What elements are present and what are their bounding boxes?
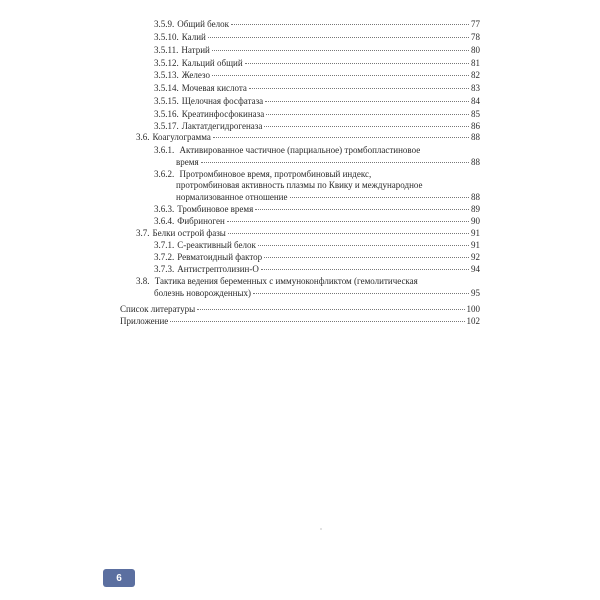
toc-entry-title: время <box>176 157 199 167</box>
toc-entry-title: болезнь новорожденных) <box>154 288 252 298</box>
toc-entry <box>154 45 480 55</box>
toc-entry-number: 3.8. <box>136 276 150 286</box>
toc-entry-number: 3.6.3. <box>154 204 175 214</box>
leader-dots <box>212 75 469 76</box>
toc-entry-number: 3.5.9. <box>154 19 175 29</box>
toc-section <box>136 132 480 142</box>
toc-entry <box>154 288 480 298</box>
toc-entry <box>176 192 480 202</box>
toc-entry-number: 3.6.2. <box>154 169 175 179</box>
leader-dots <box>245 63 469 64</box>
toc-entry-title: Натрий <box>181 45 210 55</box>
toc-entry-title: Креатинфосфокиназа <box>181 109 265 119</box>
toc-entry-title: Активированное частичное (парциальное) тромбопластиновое <box>179 145 421 155</box>
toc-entry-page: 77 <box>471 19 480 29</box>
toc-entry-page: 86 <box>471 121 480 131</box>
toc-entry-page: 89 <box>471 204 480 214</box>
toc-entry-title: протромбиновая активность плазмы по Квику и международное <box>176 180 423 190</box>
toc-entry <box>154 58 480 68</box>
leader-dots <box>227 221 469 222</box>
toc-entry-number: 3.5.15. <box>154 96 179 106</box>
toc-entry-page: 85 <box>471 109 480 119</box>
page-number: 6 <box>116 572 122 584</box>
toc-entry-number: 3.6.4. <box>154 216 175 226</box>
leader-dots <box>249 88 469 89</box>
toc-entry <box>154 204 480 214</box>
toc-entry-title: нормализованное отношение <box>176 192 288 202</box>
toc-entry-number: 3.6.1. <box>154 145 175 155</box>
toc-entry-title: С-реактивный белок <box>177 240 256 250</box>
toc-entry-number: 3.6. <box>136 132 150 142</box>
toc-section <box>136 228 480 238</box>
leader-dots <box>170 321 464 322</box>
toc-top-entry <box>120 304 480 314</box>
toc-entry <box>154 32 480 42</box>
toc-entry-page: 82 <box>471 70 480 80</box>
toc-entry-title: Фибриноген <box>177 216 225 226</box>
leader-dots <box>208 37 469 38</box>
toc-entry-page: 91 <box>471 240 480 250</box>
toc-entry-title: Тактика ведения беременных с иммуноконфликтом (гемолитическая <box>154 276 418 286</box>
toc-entry-number: 3.7.2. <box>154 252 175 262</box>
toc-entry-number: 3.5.14. <box>154 83 179 93</box>
toc-entry-page: 78 <box>471 32 480 42</box>
toc-entry-number: 3.5.11. <box>154 45 179 55</box>
toc-entry-title-line <box>176 180 423 190</box>
toc-entry-title: Щелочная фосфатаза <box>181 96 264 106</box>
toc-entry <box>154 83 480 93</box>
toc-entry-number: 3.5.13. <box>154 70 179 80</box>
toc-entry-number: 3.5.17. <box>154 121 179 131</box>
page-number-badge <box>103 569 135 587</box>
toc-entry-title: Антистрептолизин-О <box>177 264 259 274</box>
toc-entry-title: Калий <box>181 32 206 42</box>
leader-dots <box>228 233 469 234</box>
toc-entry-number: 3.5.10. <box>154 32 179 42</box>
leader-dots <box>231 24 469 25</box>
leader-dots <box>261 269 469 270</box>
toc-entry <box>154 216 480 226</box>
toc-entry-page: 84 <box>471 96 480 106</box>
toc-entry <box>154 264 480 274</box>
toc-entry-page: 88 <box>471 132 480 142</box>
toc-entry-number: 3.7. <box>136 228 150 238</box>
toc-top-entry <box>120 316 480 326</box>
toc-entry-title: Список литературы <box>120 304 196 314</box>
toc-entry-page: 81 <box>471 58 480 68</box>
toc-entry-page: 102 <box>466 316 480 326</box>
toc-entry <box>154 109 480 119</box>
leader-dots <box>264 257 469 258</box>
leader-dots <box>253 293 469 294</box>
toc-entry-title: Белки острой фазы <box>152 228 226 238</box>
toc-entry-number: 3.5.12. <box>154 58 179 68</box>
toc-entry-title: Коагулограмма <box>152 132 211 142</box>
leader-dots <box>255 209 469 210</box>
toc-entry-page: 91 <box>471 228 480 238</box>
leader-dots <box>258 245 469 246</box>
toc-entry-title-line <box>154 145 420 155</box>
toc-entry-page: 100 <box>466 304 480 314</box>
toc-entry-number: 3.7.3. <box>154 264 175 274</box>
toc-entry-page: 88 <box>471 157 480 167</box>
toc-entry-page: 94 <box>471 264 480 274</box>
toc-entry <box>176 157 480 167</box>
toc-entry-title: Общий белок <box>177 19 229 29</box>
toc-entry <box>154 19 480 29</box>
toc-entry <box>154 252 480 262</box>
toc-entry-title: Кальций общий <box>181 58 243 68</box>
toc-entry-title: Тромбиновое время <box>177 204 254 214</box>
toc-entry-title-line <box>154 169 371 179</box>
paper-speck <box>320 528 322 530</box>
toc-entry <box>154 121 480 131</box>
toc-entry-title-line <box>136 276 418 286</box>
leader-dots <box>212 50 469 51</box>
toc-entry-number: 3.5.16. <box>154 109 179 119</box>
leader-dots <box>201 162 469 163</box>
toc-entry-title: Лактатдегидрогеназа <box>181 121 263 131</box>
leader-dots <box>197 309 464 310</box>
toc-entry-title: Мочевая кислота <box>181 83 247 93</box>
toc-entry-number: 3.7.1. <box>154 240 175 250</box>
toc-entry-title: Железо <box>181 70 210 80</box>
toc-entry <box>154 240 480 250</box>
leader-dots <box>265 101 469 102</box>
toc-entry-page: 83 <box>471 83 480 93</box>
toc-entry-page: 92 <box>471 252 480 262</box>
toc-entry-page: 90 <box>471 216 480 226</box>
leader-dots <box>213 137 469 138</box>
toc-entry-page: 80 <box>471 45 480 55</box>
toc-entry-page: 95 <box>471 288 480 298</box>
leader-dots <box>266 114 469 115</box>
toc-entry-title: Протромбиновое время, протромбиновый индекс, <box>179 169 372 179</box>
toc-entry-page: 88 <box>471 192 480 202</box>
toc-entry <box>154 70 480 80</box>
toc-entry <box>154 96 480 106</box>
toc-entry-title: Приложение <box>120 316 169 326</box>
leader-dots <box>264 126 469 127</box>
leader-dots <box>290 197 470 198</box>
toc-entry-title: Ревматоидный фактор <box>177 252 263 262</box>
